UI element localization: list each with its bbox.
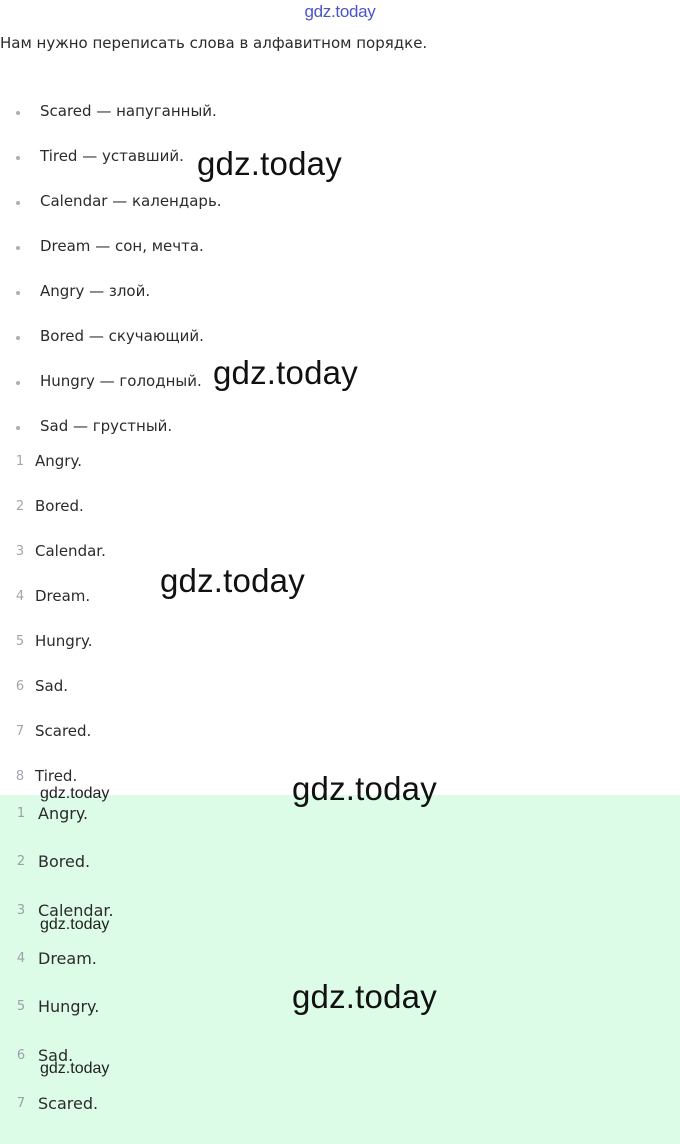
watermark: gdz.today [40, 1060, 110, 1077]
watermark: gdz.today [213, 354, 358, 391]
bullet-dot-icon [16, 246, 20, 250]
watermark: gdz.today [40, 916, 110, 933]
bullet-dot-icon [16, 291, 20, 295]
bullet-dot-icon [16, 381, 20, 385]
watermark: gdz.today [292, 978, 437, 1015]
bullet-dot-icon [16, 201, 20, 205]
intro-text: Нам нужно переписать слова в алфавитном порядке. [0, 34, 428, 52]
top-watermark: gdz.today [304, 2, 376, 21]
watermark: gdz.today [197, 145, 342, 182]
bullet-dot-icon [16, 111, 20, 115]
bullet-dot-icon [16, 336, 20, 340]
bullet-dot-icon [16, 156, 20, 160]
answer-block: 1 Angry. 2 Bored. 3 Calendar. 4 Dream. 5 Hungry. 6 Sad. 7 Scared. [0, 795, 680, 1144]
watermark: gdz.today [40, 785, 110, 802]
watermark: gdz.today [160, 562, 305, 599]
watermark: gdz.today [292, 770, 437, 807]
bullet-dot-icon [16, 426, 20, 430]
